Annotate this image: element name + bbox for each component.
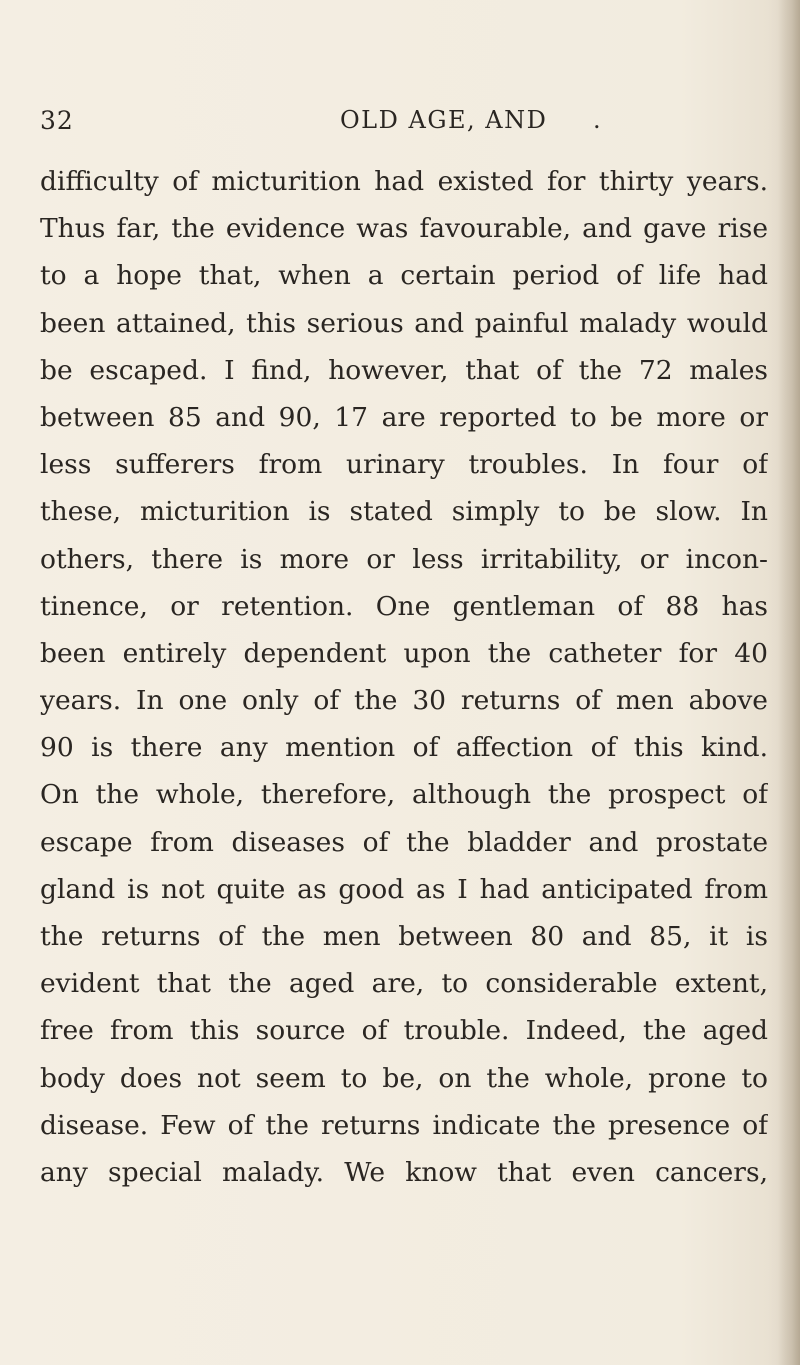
text-line: any special malady. We know that even cancers,: [40, 1156, 768, 1188]
text-line: been attained, this serious and painful malady would: [40, 307, 768, 339]
text-line: escape from diseases of the bladder and prostate: [40, 826, 768, 858]
running-title: OLD AGE, AND .: [340, 106, 603, 134]
text-line: difficulty of micturition had existed for thirty years.: [40, 166, 768, 197]
text-line: body does not seem to be, on the whole, prone to: [40, 1062, 768, 1094]
text-line: years. In one only of the 30 returns of men above: [40, 685, 768, 717]
running-head: [40, 106, 760, 146]
text-line: less sufferers from urinary troubles. In four of: [40, 449, 768, 481]
text-line: evident that the aged are, to considerable extent,: [40, 968, 768, 1000]
text-line: 90 is there any mention of affection of this kind.: [40, 732, 768, 764]
text-line: tinence, or retention. One gentleman of 88 has: [40, 590, 768, 622]
body-text: [40, 162, 768, 1200]
text-line: been entirely dependent upon the catheter for 40: [40, 637, 768, 669]
text-line: others, there is more or less irritability, or incon-: [40, 543, 768, 575]
text-line: gland is not quite as good as I had anticipated from: [40, 873, 768, 905]
text-line: to a hope that, when a certain period of life had: [40, 260, 768, 292]
text-line: these, micturition is stated simply to be slow. In: [40, 496, 768, 528]
text-line: the returns of the men between 80 and 85, it is: [40, 921, 768, 952]
text-line: free from this source of trouble. Indeed, the aged: [40, 1015, 768, 1047]
text-line: On the whole, therefore, although the prospect of: [40, 779, 768, 811]
page-number: 32: [40, 106, 74, 135]
text-line: between 85 and 90, 17 are reported to be more or: [40, 401, 768, 433]
text-line: be escaped. I find, however, that of the 72 males: [40, 354, 768, 386]
text-line: disease. Few of the returns indicate the presence of: [40, 1109, 768, 1141]
page-edge-shadow: [778, 0, 800, 1365]
text-line: Thus far, the evidence was favourable, and gave rise: [40, 213, 768, 245]
